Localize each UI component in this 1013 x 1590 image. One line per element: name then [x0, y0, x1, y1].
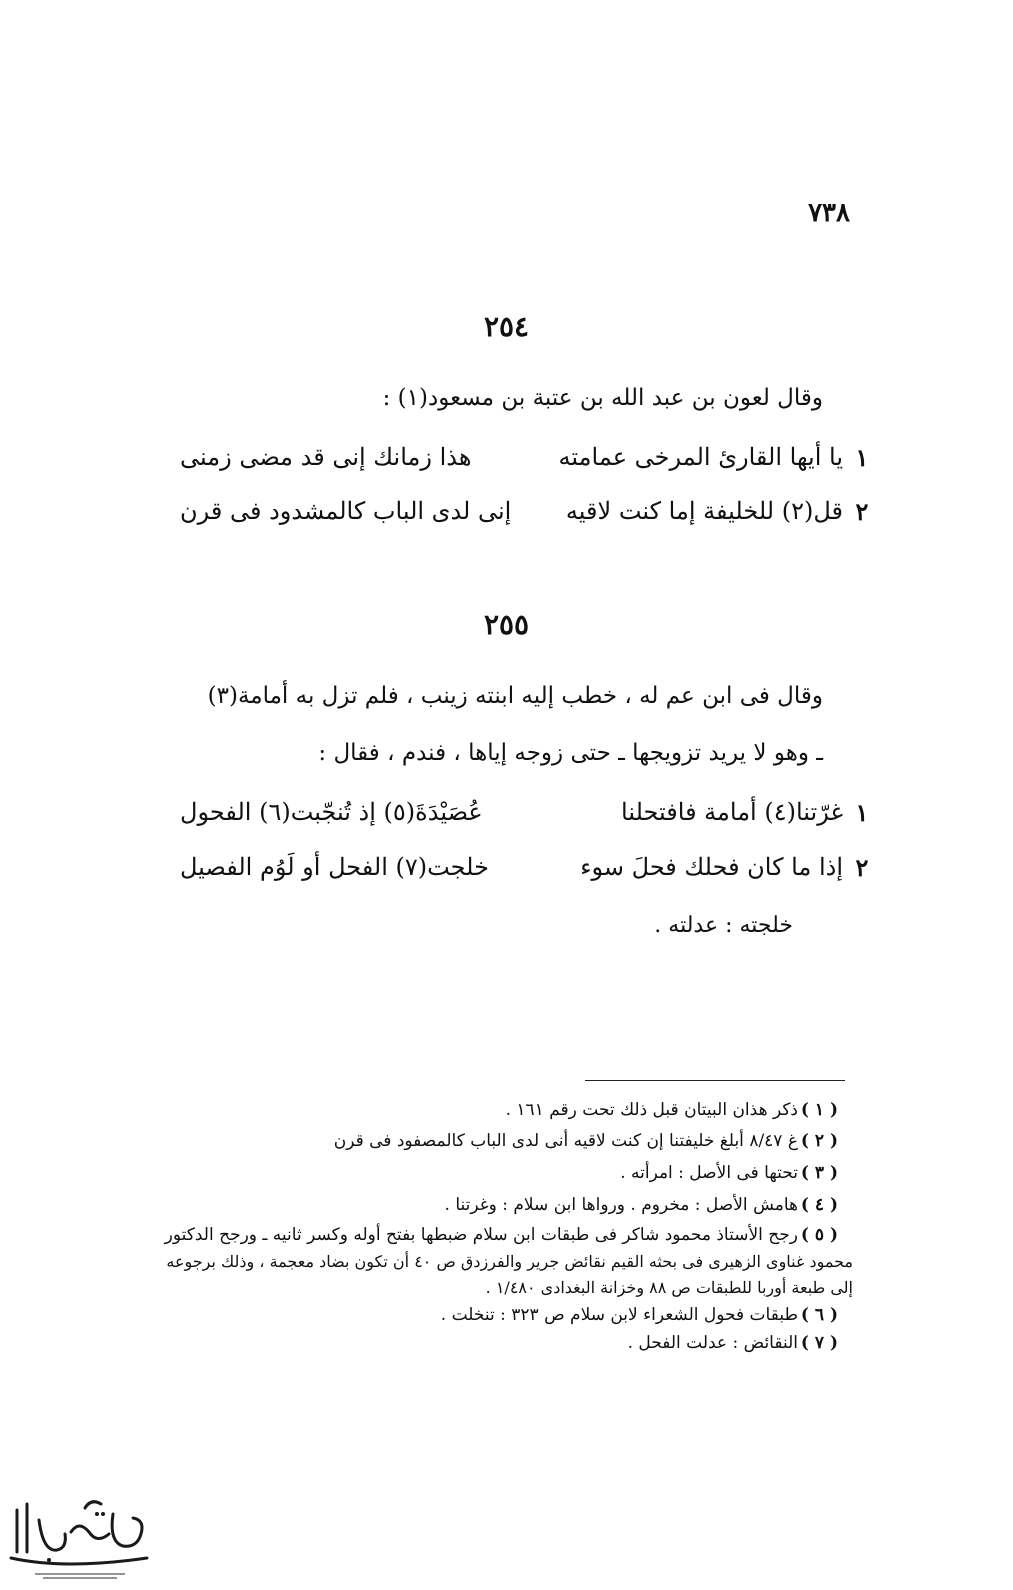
footnote-number: ( ٤ ) [800, 1195, 838, 1215]
footnote-number: ( ٣ ) [800, 1163, 838, 1183]
verse-number: ٢ [855, 853, 869, 882]
verse-first-hemistich: إذا ما كان فحلك فحلَ سوء [580, 853, 843, 881]
poem-255-intro-line-1: وقال فى ابن عم له ، خطب إليه ابنته زينب ، فلم تزل به أمامة(٣) [207, 683, 823, 709]
page-number: ٧٣٨ [808, 198, 850, 228]
verse-second-hemistich: خلجت(٧) الفحل أو لَوُم الفصيل [180, 853, 489, 881]
footnote-separator [585, 1080, 845, 1081]
footnote-number: ( ٢ ) [800, 1131, 838, 1151]
verse-second-hemistich: هذا زمانك إنى قد مضى زمنى [180, 443, 472, 471]
verse-number: ٢ [855, 497, 869, 526]
footnote-text: هامش الأصل : مخروم . ورواها ابن سلام : وغرتنا . [444, 1195, 798, 1215]
footnote-text: النقائض : عدلت الفحل . [627, 1333, 798, 1353]
poem-255-gloss: خلجته : عدلته . [654, 913, 793, 938]
verse-second-hemistich: عُصَيْدَةَ(٥) إذ تُنجّبت(٦) الفحول [180, 798, 483, 826]
poem-254-intro: وقال لعون بن عبد الله بن عتبة بن مسعود(١) : [382, 385, 823, 411]
verse-second-hemistich: إنى لدى الباب كالمشدود فى قرن [180, 497, 512, 525]
verse-first-hemistich: قل(٢) للخليفة إما كنت لاقيه [565, 497, 843, 525]
poem-255-verse-2 [180, 853, 869, 893]
verse-number: ١ [855, 443, 869, 472]
footnote-text: ذكر هذان البيتان قبل ذلك تحت رقم ١٦١ . [505, 1100, 798, 1120]
verse-first-hemistich: يا أيها القارئ المرخى عمامته [558, 443, 843, 471]
footnote-5-continued-2: إلى طبعة أوربا للطبقات ص ٨٨ وخزانة البغدادى ١/٤٨٠ . [485, 1278, 853, 1297]
poem-255-verse-1 [180, 798, 869, 838]
footnote-number: ( ٦ ) [800, 1305, 838, 1325]
footnote-number: ( ٥ ) [800, 1225, 838, 1245]
poem-254-verse-2 [180, 497, 869, 537]
verse-first-hemistich: غرّتنا(٤) أمامة فافتحلنا [621, 798, 843, 826]
poem-254-verse-1 [180, 443, 869, 483]
poem-number-254: ٢٥٤ [483, 310, 530, 343]
footnote-number: ( ٧ ) [800, 1333, 838, 1353]
poem-255-intro-line-2: ـ وهو لا يريد تزويجها ـ حتى زوجه إياها ، فندم ، فقال : [318, 740, 823, 766]
verse-number: ١ [855, 798, 869, 827]
footnote-text: رجح الأستاذ محمود شاكر فى طبقات ابن سلام ضبطها بفتح أوله وكسر ثانيه ـ ورجح الدكتور [164, 1225, 798, 1245]
footnote-text: طبقات فحول الشعراء لابن سلام ص ٣٢٣ : تنخلت . [440, 1305, 798, 1325]
footnote-text: تحتها فى الأصل : امرأته . [620, 1163, 798, 1183]
library-stamp-icon [5, 1490, 155, 1585]
poem-number-255: ٢٥٥ [483, 608, 530, 641]
footnote-number: ( ١ ) [800, 1100, 838, 1120]
footnote-5-continued-1: محمود غناوى الزهيرى فى بحثه القيم نقائض جرير والفرزدق ص ٤٠ أن تكون بضاد معجمة ، وذلك برجوعه [166, 1252, 853, 1271]
footnote-text: غ ٨/٤٧ أبلغ خليفتنا إن كنت لاقيه أنى لدى الباب كالمصفود فى قرن [333, 1131, 798, 1151]
